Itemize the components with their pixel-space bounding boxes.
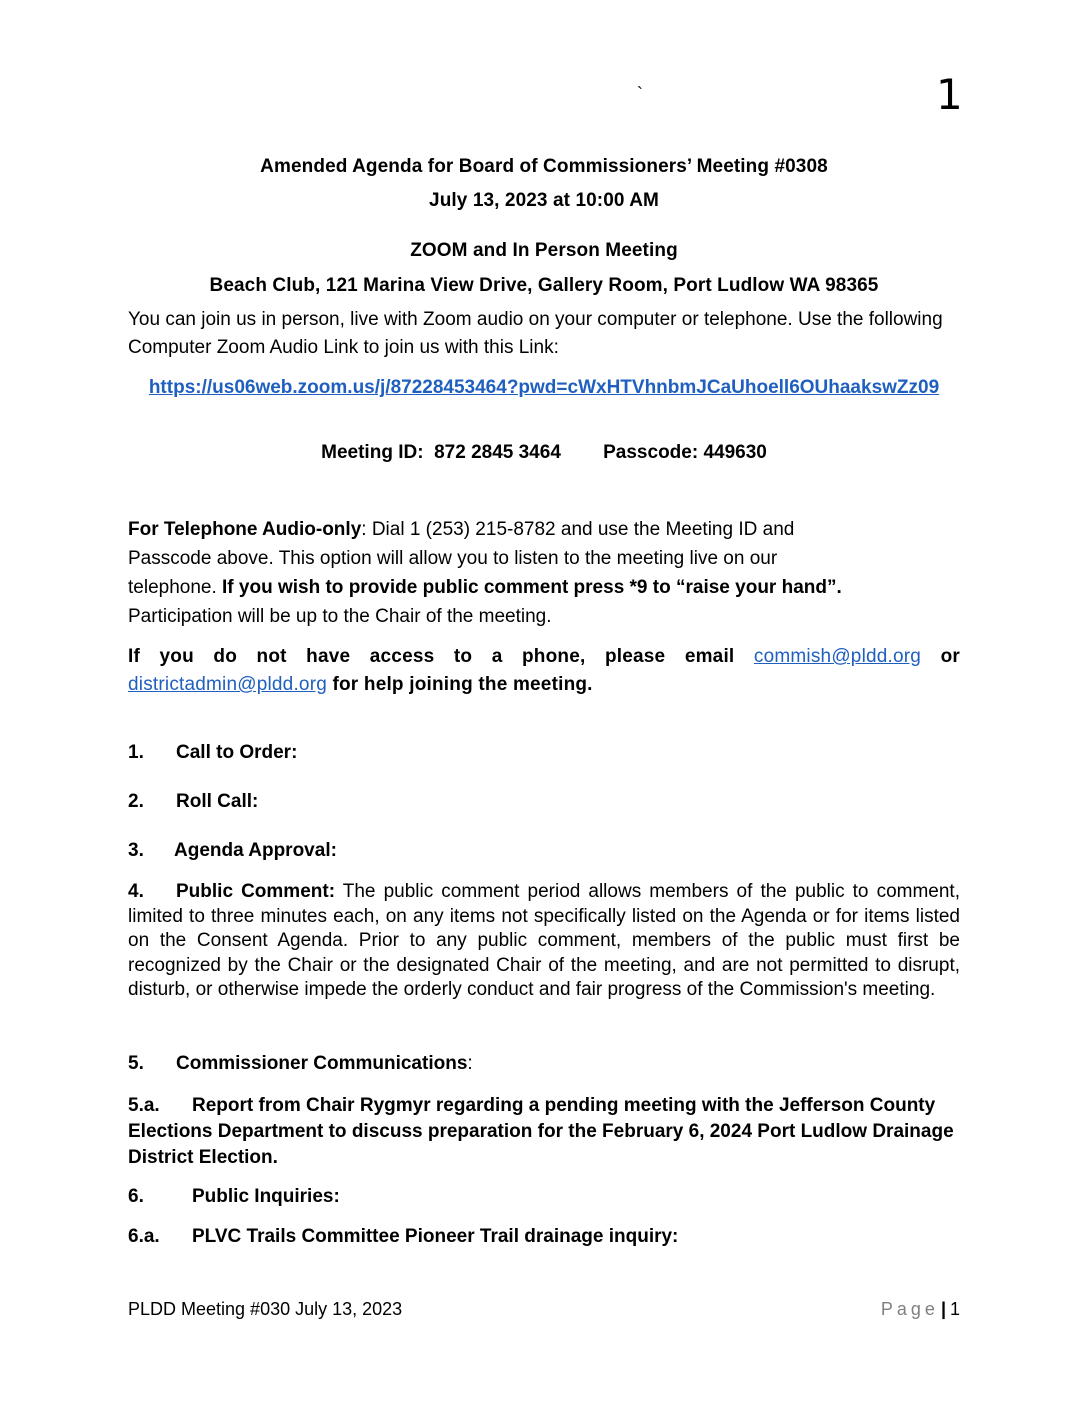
agenda-item-label: Commissioner Communications [176,1053,468,1074]
agenda-item-label: Public Inquiries: [192,1186,340,1207]
commish-email-link[interactable]: commish@pldd.org [753,646,922,667]
agenda-item-colon: : [467,1053,473,1074]
passcode-value: 449630 [703,442,767,463]
meeting-format: ZOOM and In Person Meeting [410,240,678,261]
agenda-item-number: 6.a. [128,1226,160,1247]
telephone-text: : Dial 1 (253) 215-8782 and use the Meeting ID and Passcode above. This option will allow you to listen to the meeting live on our telephone. [128,519,795,598]
footer-page-number: 1 [949,1299,960,1319]
meeting-id-label: Meeting ID: [321,442,424,463]
passcode-label: Passcode: [603,442,699,463]
meeting-id-value: 872 2845 3464 [434,442,561,463]
agenda-item-number: 1. [128,742,144,763]
agenda-item-number: 6. [128,1186,144,1207]
agenda-item-label: Roll Call: [176,791,259,812]
agenda-item-number: 5.a. [128,1095,160,1116]
agenda-item-3 [128,840,337,862]
footer-page-indicator [881,1299,960,1320]
agenda-item-text: Report from Chair Rygmyr regarding a pending meeting with the Jefferson County Elections Department to discuss preparation for the February 6, 2024 Port Ludlow Drainage District Election. [128,1095,954,1168]
agenda-item-label: Agenda Approval: [174,840,337,861]
agenda-title: Amended Agenda for Board of Commissioners’ Meeting #0308 [260,156,828,177]
no-phone-or: or [921,646,960,667]
public-comment-instruction: If you wish to provide public comment press *9 to “raise your hand”. [222,577,842,598]
header-page-number: 1 [936,70,963,119]
zoom-link[interactable]: https://us06web.zoom.us/j/87228453464?pwd=cWxHTVhnbmJCaUhoell6OUhaakswZz09 [148,377,940,398]
public-comment-label: Public Comment: [176,881,336,902]
agenda-item-5 [128,1053,473,1075]
agenda-item-6a [128,1226,678,1248]
agenda-item-number: 5. [128,1053,144,1074]
footer-page-word: Page [880,1299,939,1319]
telephone-participation: Participation will be up to the Chair of the meeting. [128,606,552,627]
telephone-label: For Telephone Audio-only [128,519,362,540]
agenda-item-1 [128,742,297,764]
telephone-paragraph [128,515,868,631]
agenda-item-label: PLVC Trails Committee Pioneer Trail drainage inquiry: [192,1226,679,1247]
footer-meeting-label: PLDD Meeting #030 July 13, 2023 [128,1299,403,1319]
agenda-item-label: Call to Order: [176,742,298,763]
footer-separator: | [940,1299,946,1319]
meeting-datetime: July 13, 2023 at 10:00 AM [429,190,659,211]
agenda-item-number: 3. [128,840,144,861]
meeting-location: Beach Club, 121 Marina View Drive, Gallery Room, Port Ludlow WA 98365 [209,275,879,296]
meeting-credentials [128,442,960,464]
agenda-item-2 [128,791,258,813]
agenda-item-number: 2. [128,791,144,812]
districtadmin-email-link[interactable]: districtadmin@pldd.org [128,674,327,695]
agenda-item-4 [128,880,960,1003]
agenda-item-number: 4. [128,881,144,902]
agenda-item-5a [128,1093,968,1171]
stray-mark: ` [637,84,643,104]
agenda-item-6 [128,1186,340,1208]
zoom-link-block [128,374,960,402]
join-instructions: You can join us in person, live with Zoom audio on your computer or telephone. Use the following Computer Zoom Audio Link to join us with this Link: [128,309,943,358]
public-comment-text: The public comment period allows members of the public to comment, limited to three minutes each, on any items not specifically listed on the Agenda or for items listed on the Consent Agenda. Prior to any public comment, members of the public must first be recognized by the Chair or the designated Chair of the meeting, and are not permitted to disrupt, disturb, or otherwise impede the orderly conduct and fair progress of the Commission's meeting. [128,881,960,1001]
no-phone-text: If you do not have access to a phone, please email [128,646,754,667]
no-phone-help: for help joining the meeting. [327,674,593,695]
no-phone-paragraph [128,643,960,699]
